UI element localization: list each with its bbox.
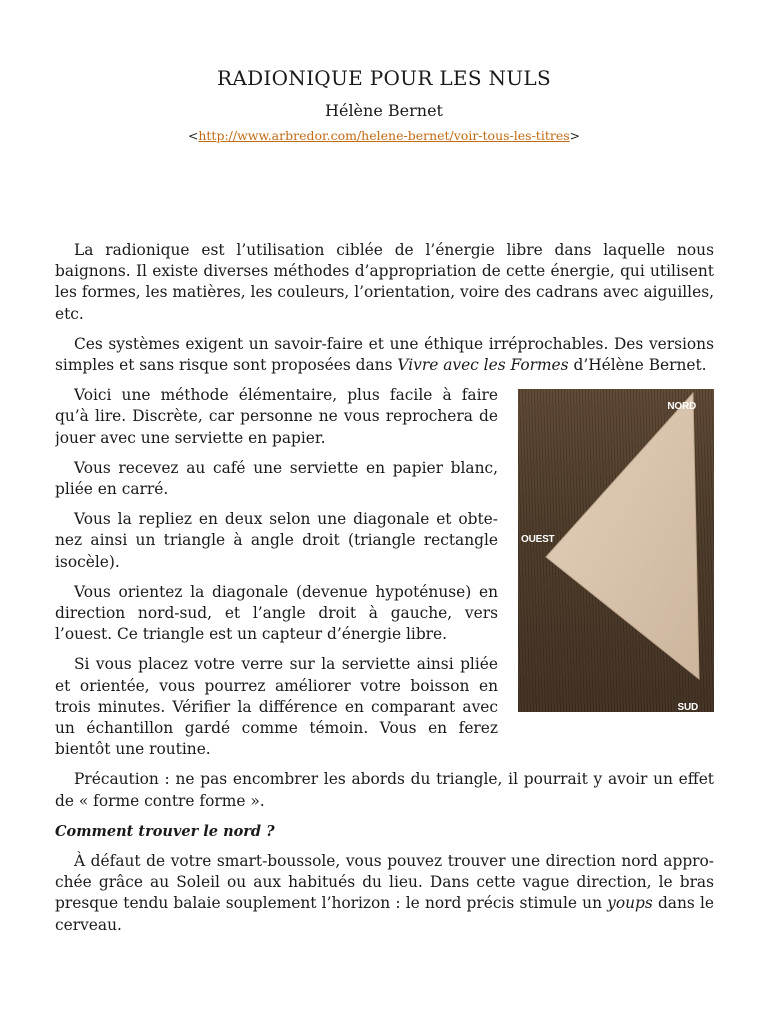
author-name: Hélène Bernet xyxy=(325,101,443,120)
paragraph-fold: Vous la repliez en deux selon une diagonale et obtenez ainsi un triangle à angle droit (triangle rectangle isocèle). xyxy=(55,510,498,571)
paragraph-north-text-a: À défaut de votre smart-boussole, vous pouvez trouver une direction nord approchée grâce au Soleil ou aux habitués du lieu. Dans cette vague direction, le bras presque tendu balaie souplement l’horizon : le nord précis stimule un xyxy=(55,852,714,913)
paragraph-north-text-b: dans le cerveau. xyxy=(55,894,714,934)
method-section xyxy=(55,385,714,769)
document-title: RADIONIQUE POUR LES NULS xyxy=(216,66,552,90)
url-close-bracket: > xyxy=(569,128,581,143)
napkin-triangle-drawing xyxy=(518,389,714,712)
label-nord: NORD xyxy=(667,401,696,413)
subheading-find-north: Comment trouver le nord ? xyxy=(55,822,275,840)
label-ouest: OUEST xyxy=(521,534,555,546)
source-url-link[interactable]: http://www.arbredor.com/helene-bernet/voir-tous-les-titres xyxy=(198,128,570,143)
label-sud: SUD xyxy=(677,702,698,714)
napkin-photo xyxy=(518,389,714,712)
youps-word: youps xyxy=(607,894,653,913)
paragraph-intro: La radionique est l’utilisation ciblée de l’énergie libre dans laquelle nous baignons. Il existe diverses méthodes d’appropriation de cette énergie, qui utilisent les formes, les matières, les couleurs, l’orientation, voire des cadrans avec aiguilles, etc. xyxy=(55,241,714,323)
paragraph-systems-text-a: Ces systèmes exigent un savoir-faire et une éthique irréprochables. Des versions simples et sans risque sont proposées dans xyxy=(55,334,714,375)
source-url-line xyxy=(0,128,768,143)
book-title: Vivre avec les Formes xyxy=(397,356,569,375)
paragraph-method: Voici une méthode élémentaire, plus facile à faire qu’à lire. Discrète, car personne ne vous reprochera de jouer avec une serviette en papier. xyxy=(55,386,498,447)
paragraph-north xyxy=(55,851,714,936)
url-open-bracket: < xyxy=(187,128,199,143)
paragraph-orient: Vous orientez la diagonale (devenue hypoténuse) en direction nord-sud, et l’angle droit à gauche, vers l’ouest. Ce triangle est un capteur d’énergie libre. xyxy=(55,582,498,644)
paragraph-systems-text-b: d’Hélène Bernet. xyxy=(568,356,707,375)
paragraph-systems xyxy=(55,334,714,376)
article-body xyxy=(55,240,714,945)
napkin-triangle xyxy=(546,393,699,679)
paragraph-napkin: Vous recevez au café une serviette en papier blanc, pliée en carré. xyxy=(55,458,498,499)
paragraph-glass: Si vous placez votre verre sur la serviette ainsi pliée et orientée, vous pourrez améliorer votre boisson en trois minutes. Vérifier la différence en comparant avec un échantillon gardé comme témoin. Vous en ferez bientôt une routine. xyxy=(55,655,498,759)
paragraph-precaution: Précaution : ne pas encombrer les abords du triangle, il pourrait y avoir un effet de « forme contre forme ». xyxy=(55,770,714,810)
